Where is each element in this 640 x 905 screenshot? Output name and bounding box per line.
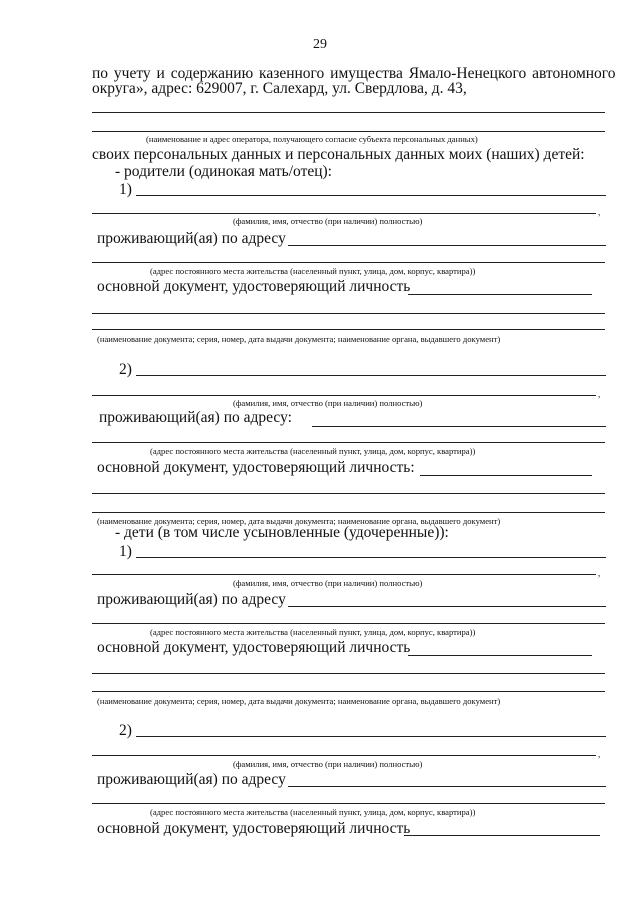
child-1-number: 1)	[119, 543, 132, 560]
child-1-doc-caption: (наименование документа; серия, номер, дата выдачи документа; наименование органа, выдавшего документ)	[97, 696, 501, 706]
child-1-doc-line-2	[92, 673, 605, 674]
page-number: 29	[313, 37, 327, 52]
child-2-address-caption: (адрес постоянного места жительства (населенный пункт, улица, дом, корпус, квартира))	[150, 807, 476, 817]
parent-2-doc-field[interactable]	[420, 475, 592, 476]
child-2-comma: ,	[598, 749, 601, 759]
child-1-residing-label: проживающий(ая) по адресу	[97, 591, 286, 608]
parent-2-doc-line-2	[92, 493, 605, 494]
child-1-address-line-2	[92, 623, 605, 624]
parent-2-fio-line-1	[136, 375, 606, 376]
parent-1-fio-line-2	[92, 213, 596, 214]
child-2-address-field[interactable]	[288, 786, 606, 787]
children-heading: - дети (в том числе усыновленные (удочеренные)):	[115, 524, 449, 541]
parent-1-fio-caption: (фамилия, имя, отчество (при наличии) полностью)	[233, 216, 423, 226]
child-2-fio-line-2	[92, 755, 596, 756]
child-2-fio-line-1	[136, 736, 606, 737]
child-2-address-line-2	[92, 803, 605, 804]
parent-1-address-line-2	[92, 262, 605, 263]
parent-2-fio-line-2	[92, 395, 596, 396]
child-1-address-field[interactable]	[288, 606, 606, 607]
parent-1-doc-field[interactable]	[408, 294, 592, 295]
child-2-fio-caption: (фамилия, имя, отчество (при наличии) полностью)	[233, 759, 423, 769]
parent-1-number: 1)	[119, 181, 132, 198]
child-1-comma: ,	[598, 568, 601, 578]
parent-2-doc-label: основной документ, удостоверяющий личность:	[97, 459, 415, 476]
child-1-doc-label: основной документ, удостоверяющий личность	[97, 639, 411, 656]
parent-1-address-field[interactable]	[288, 245, 606, 246]
parent-1-doc-caption: (наименование документа; серия, номер, дата выдачи документа; наименование органа, выдавшего документ)	[97, 334, 501, 344]
operator-line-1	[92, 112, 605, 113]
child-1-address-caption: (адрес постоянного места жительства (населенный пункт, улица, дом, корпус, квартира))	[150, 627, 476, 637]
child-2-doc-label: основной документ, удостоверяющий личность	[97, 820, 411, 837]
child-2-doc-field[interactable]	[404, 835, 600, 836]
child-2-residing-label: проживающий(ая) по адресу	[97, 771, 286, 788]
parent-2-address-line-2	[92, 442, 605, 443]
child-1-doc-line-3	[92, 691, 605, 692]
child-1-fio-line-1	[136, 557, 606, 558]
parent-1-doc-line-2	[92, 313, 605, 314]
parents-heading: - родители (одинокая мать/отец):	[115, 163, 332, 180]
operator-caption: (наименование и адрес оператора, получающего согласие субъекта персональных данных)	[146, 134, 478, 144]
intro-text-line-2: округа», адрес: 629007, г. Салехард, ул. Свердлова, д. 43,	[92, 80, 467, 97]
parent-2-address-caption: (адрес постоянного места жительства (населенный пункт, улица, дом, корпус, квартира))	[150, 446, 476, 456]
parent-1-fio-line-1	[136, 195, 606, 196]
parent-1-address-caption: (адрес постоянного места жительства (населенный пункт, улица, дом, корпус, квартира))	[150, 266, 476, 276]
child-2-number: 2)	[119, 722, 132, 739]
parent-2-residing-label: проживающий(ая) по адресу:	[99, 409, 292, 426]
consent-text: своих персональных данных и персональных данных моих (наших) детей:	[92, 146, 585, 163]
parent-2-fio-caption: (фамилия, имя, отчество (при наличии) полностью)	[233, 398, 423, 408]
parent-1-comma: ,	[598, 207, 601, 217]
parent-2-comma: ,	[598, 389, 601, 399]
child-1-doc-field[interactable]	[408, 655, 592, 656]
parent-1-residing-label: проживающий(ая) по адресу	[97, 230, 286, 247]
parent-1-doc-line-3	[92, 329, 605, 330]
operator-line-2	[92, 131, 605, 132]
intro-text-line-1: по учету и содержанию казенного имущества Ямало-Ненецкого автономного	[92, 65, 616, 82]
parent-1-doc-label: основной документ, удостоверяющий личность	[97, 278, 411, 295]
parent-2-doc-caption: (наименование документа; серия, номер, дата выдачи документа; наименование органа, выдавшего документ)	[97, 516, 501, 526]
parent-2-doc-line-3	[92, 512, 605, 513]
parent-2-address-field[interactable]	[312, 426, 606, 427]
child-1-fio-line-2	[92, 574, 596, 575]
child-1-fio-caption: (фамилия, имя, отчество (при наличии) полностью)	[233, 578, 423, 588]
parent-2-number: 2)	[119, 361, 132, 378]
